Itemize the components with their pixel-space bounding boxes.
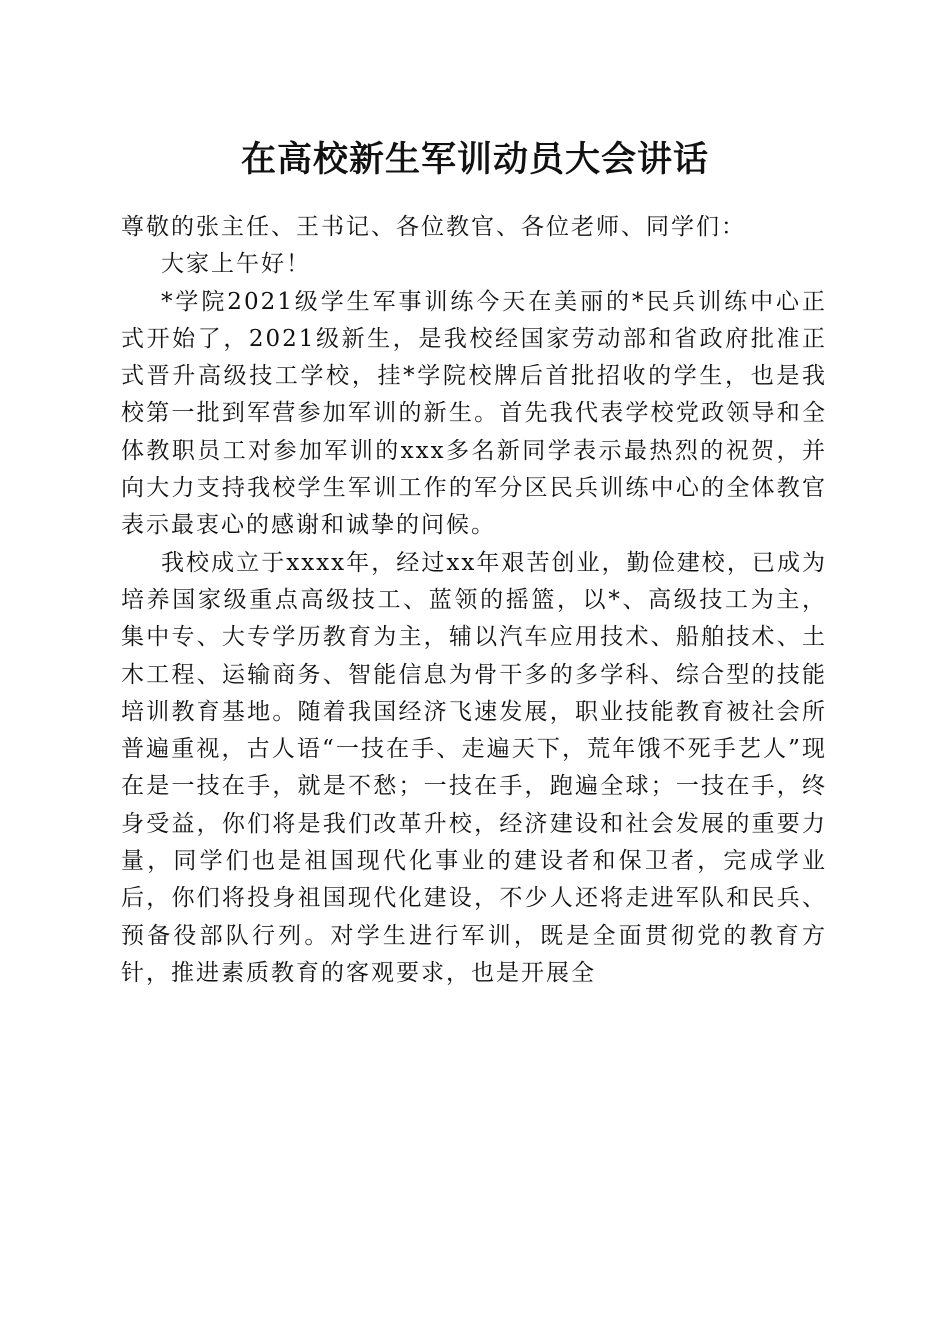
salutation: 尊敬的张主任、王书记、各位教官、各位老师、同学们： [121,214,746,240]
greeting: 大家上午好！ [161,251,311,278]
document-body [121,209,827,992]
document-title: 在高校新生军训动员大会讲话 [240,139,709,180]
paragraph-1: *学院2021级学生军事训练今天在美丽的*民兵训练中心正式开始了，2021级新生，是我校经国家劳动部和省政府批准正式晋升高级技工学校，挂*学院校牌后首批招收的学生，也是我校第一批到军营参加军训的新生。首先我代表学校党政领导和全体教职员工对参加军训的xxx多名新同学表示最热烈的祝贺，并向大力支持我校学生军训工作的军分区民兵训练中心的全体教官表示最衷心的感谢和诚挚的问候。 [121,288,827,539]
paragraph-2: 我校成立于xxxx年，经过xx年艰苦创业，勤俭建校，已成为培养国家级重点高级技工、蓝领的摇篮，以*、高级技工为主，集中专、大专学历教育为主，辅以汽车应用技术、船舶技术、土木工程、运输商务、智能信息为骨干多的多学科、综合型的技能培训教育基地。随着我国经济飞速发展，职业技能教育被社会所普遍重视，古人语“一技在手、走遍天下，荒年饿不死手艺人”现在是一技在手，就是不愁；一技在手，跑遍全球；一技在手，终身受益，你们将是我们改革升校，经济建设和社会发展的重要力量，同学们也是祖国现代化事业的建设者和保卫者，完成学业后，你们将投身祖国现代化建设，不少人还将走进军队和民兵、预备役部队行列。对学生进行军训，既是全面贯彻党的教育方针，推进素质教育的客观要求，也是开展全 [121,549,827,986]
